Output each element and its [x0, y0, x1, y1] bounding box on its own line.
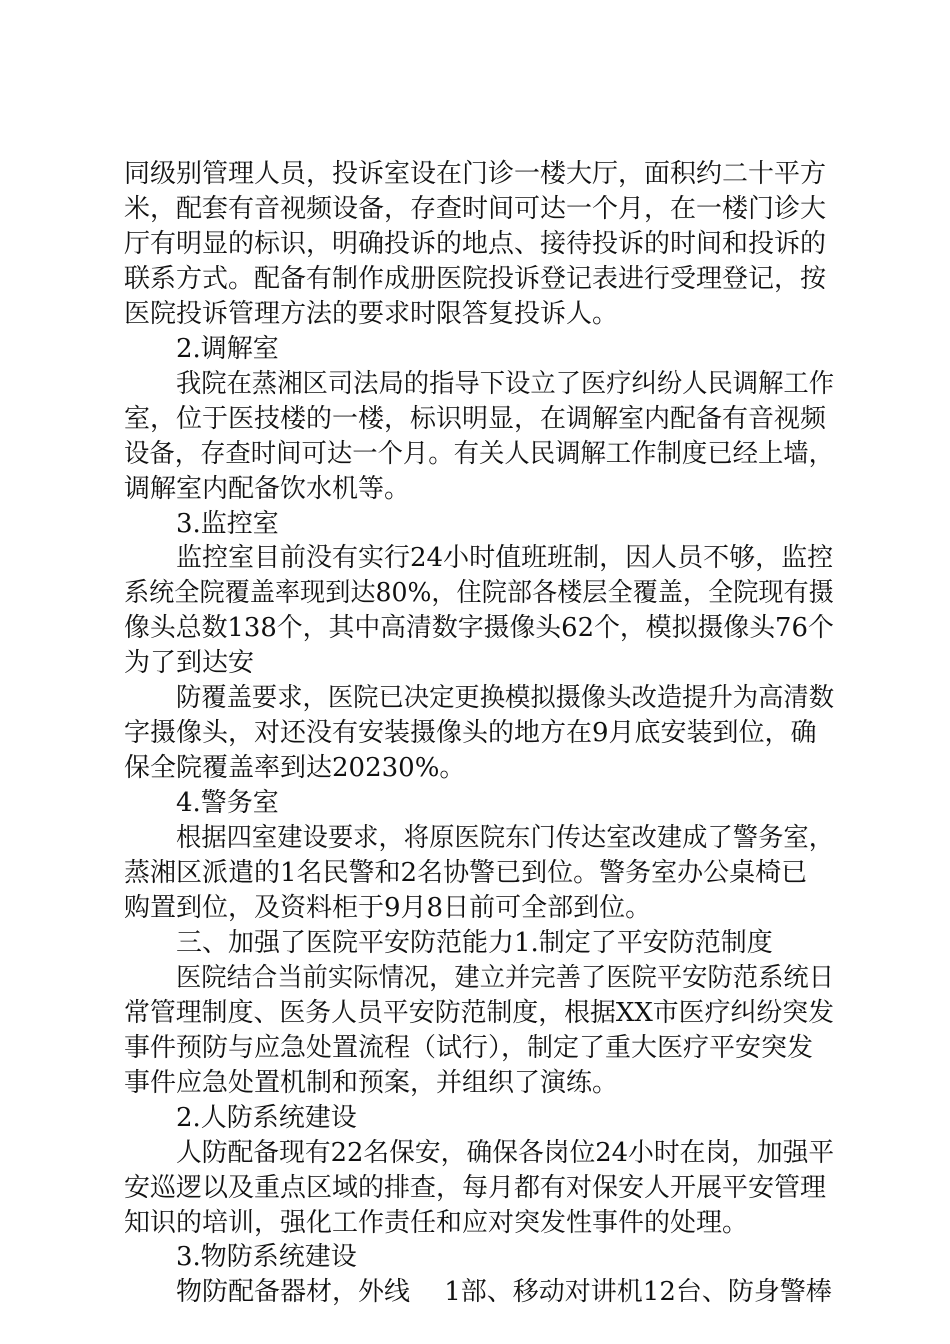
text-line: 3.物防系统建设: [176, 1242, 357, 1273]
text-line: 米，配套有音视频设备，存查时间可达一个月，在一楼门诊大: [124, 193, 827, 224]
text-line: 调解室内配备饮水机等。: [124, 473, 411, 504]
text-line: 购置到位，及资料柜于9月8日前可全部到位。: [124, 892, 652, 923]
text-line: 医院投诉管理方法的要求时限答复投诉人。: [124, 298, 619, 329]
text-line: 事件预防与应急处置流程（试行），制定了重大医疗平安突发: [124, 1032, 814, 1063]
text-line: 常管理制度、医务人员平安防范制度，根据XX市医疗纠纷突发: [124, 997, 835, 1028]
text-line: 3.监控室: [176, 508, 279, 539]
text-line: 知识的培训，强化工作责任和应对突发性事件的处理。: [124, 1207, 749, 1238]
text-line: 根据四室建设要求，将原医院东门传达室改建成了警务室，: [176, 823, 835, 854]
text-line: 4.警务室: [176, 788, 279, 819]
text-line: 厅有明显的标识，明确投诉的地点、接待投诉的时间和投诉的: [124, 228, 827, 259]
text-line: 同级别管理人员，投诉室设在门诊一楼大厅，面积约二十平方: [124, 159, 827, 189]
text-line: 设备，存查时间可达一个月。有关人民调解工作制度已经上墙，: [124, 438, 835, 469]
text-line: 防覆盖要求，医院已决定更换模拟摄像头改造提升为高清数: [176, 683, 835, 714]
text-line: 字摄像头，对还没有安装摄像头的地方在9月底安装到位，确: [124, 718, 817, 749]
text-line: 系统全院覆盖率现到达80%，住院部各楼层全覆盖，全院现有摄: [124, 578, 834, 609]
text-line: 蒸湘区派遣的1名民警和2名协警已到位。警务室办公桌椅已: [124, 858, 808, 888]
text-line: 物防配备器材，外线 1部、移动对讲机12台、防身警棒: [176, 1277, 832, 1308]
text-line: 联系方式。配备有制作成册医院投诉登记表进行受理登记，按: [124, 263, 827, 294]
text-line: 室，位于医技楼的一楼，标识明显，在调解室内配备有音视频: [124, 403, 827, 434]
text-line: 人防配备现有22名保安，确保各岗位24小时在岗，加强平: [176, 1137, 835, 1168]
text-line: 2.人防系统建设: [176, 1102, 357, 1133]
text-line: 保全院覆盖率到达20230%。: [124, 753, 466, 784]
text-line: 事件应急处置机制和预案，并组织了演练。: [124, 1067, 619, 1098]
text-line: 像头总数138个，其中高清数字摄像头62个，模拟摄像头76个: [124, 613, 834, 644]
text-line: 我院在蒸湘区司法局的指导下设立了医疗纠纷人民调解工作: [176, 368, 835, 399]
text-line: 三、加强了医院平安防范能力1.制定了平安防范制度: [176, 927, 773, 958]
text-line: 安巡逻以及重点区域的排查，每月都有对保安人开展平安管理: [124, 1172, 827, 1203]
text-line: 医院结合当前实际情况，建立并完善了医院平安防范系统日: [176, 962, 835, 993]
text-line: 2.调解室: [176, 333, 279, 364]
text-line: 为了到达安: [124, 648, 255, 679]
text-line: 监控室目前没有实行24小时值班班制，因人员不够，监控: [176, 543, 834, 574]
